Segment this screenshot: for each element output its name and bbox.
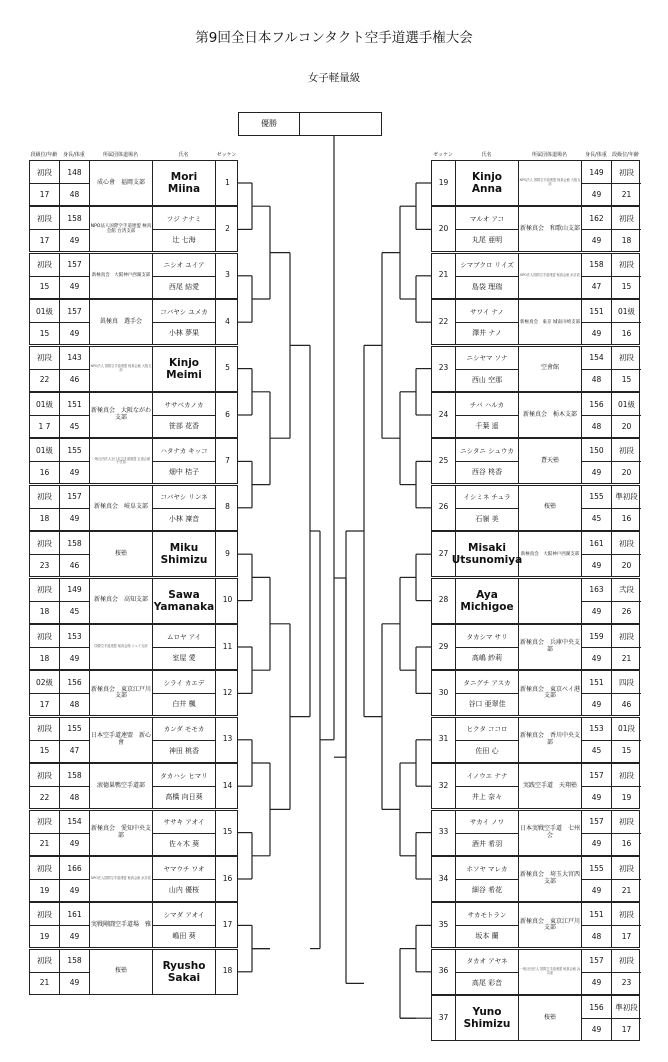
affiliation-text: 新極真会 栃木支部	[522, 410, 577, 418]
name-kanji: 井上 奈々	[471, 793, 503, 802]
age-value: 21	[621, 189, 632, 199]
rank-value: 初段	[30, 207, 59, 230]
name-kana: サカイ ノワ	[456, 811, 518, 834]
age-value: 15	[39, 282, 50, 292]
affiliation-text: 眞極真 選手会	[99, 317, 142, 325]
zekken-number: 32	[438, 780, 449, 790]
rank-value: 初段	[612, 207, 641, 230]
affiliation-text: 日本空手道連盟 新心會	[90, 731, 151, 746]
rank-value: 初段	[612, 254, 641, 277]
zekken-number: 18	[222, 966, 233, 976]
age-value: 46	[621, 699, 632, 709]
name-kanji: 佐田 心	[475, 746, 499, 755]
height-value: 158	[582, 254, 611, 277]
competitor-name: Misaki Utsunomiya	[451, 542, 523, 567]
height-value: 157	[582, 764, 611, 787]
rank-value: 02級	[30, 671, 59, 694]
height-value: 148	[60, 161, 89, 184]
zekken-number: 1	[225, 177, 230, 187]
name-kana: タカオ アヤネ	[456, 950, 518, 973]
zekken-number: 35	[438, 920, 449, 930]
header-height-weight: 身長/体重	[63, 152, 85, 158]
rank-value: 初段	[612, 811, 641, 834]
age-value: 18	[39, 653, 50, 663]
name-kana: サカモトラン	[456, 903, 518, 926]
height-value: 155	[60, 439, 89, 462]
weight-value: 49	[69, 282, 80, 292]
zekken-number: 10	[222, 595, 233, 605]
name-kana: イシミネ チュラ	[456, 486, 518, 509]
affiliation-text: 桜塾	[543, 1013, 556, 1021]
rank-value: 01段	[612, 718, 641, 741]
height-value: 158	[60, 950, 89, 973]
zekken-number: 28	[438, 595, 449, 605]
weight-value: 45	[69, 607, 80, 617]
weight-value: 49	[69, 839, 80, 849]
rank-value: 初段	[30, 579, 59, 602]
height-value: 157	[582, 950, 611, 973]
affiliation-text: 一般社団法人 国際空手道連盟 極真会館 浜井派	[519, 967, 581, 975]
weight-value: 49	[591, 699, 602, 709]
height-value: 156	[582, 393, 611, 416]
affiliation-text: 国際空手道連盟 極真会館 ジェイ支部	[94, 644, 148, 649]
affiliation-text: 一般社団法人全日本空手道連盟 正道会館 小笠原	[91, 456, 151, 465]
zekken-number: 9	[225, 548, 230, 558]
rank-value: 初段	[612, 950, 641, 973]
height-value: 150	[582, 439, 611, 462]
affiliation-text: 実戦剛闘空手道場 雅	[90, 920, 151, 928]
age-value: 16	[621, 328, 632, 338]
weight-value: 49	[69, 235, 80, 245]
header-height-weight: 身長/体重	[585, 152, 607, 158]
weight-value: 48	[69, 792, 80, 802]
rank-value: 初段	[30, 161, 59, 184]
height-value: 149	[582, 161, 611, 184]
weight-value: 49	[591, 189, 602, 199]
weight-value: 49	[591, 560, 602, 570]
winner-label: 優勝	[239, 113, 300, 135]
affiliation-text: 新極真会 大阪神戸西湖支部	[91, 273, 151, 279]
competitor-name: Kinjo Anna	[471, 170, 503, 195]
affiliation-text: 新極真会 東京江戸川支部	[519, 917, 580, 932]
zekken-number: 8	[225, 502, 230, 512]
name-kana: タニグチ アスカ	[456, 671, 518, 694]
zekken-number: 34	[438, 873, 449, 883]
name-kanji: 島袋 理瑞	[471, 282, 503, 291]
rank-value: 初段	[612, 857, 641, 880]
affiliation-text: NPO法人国際空手道連盟 極真会館 浜井派	[91, 876, 151, 881]
competitor-name: Ryusho Sakai	[162, 959, 206, 984]
name-kana: コバヤシ ユメカ	[153, 300, 215, 323]
age-value: 21	[621, 653, 632, 663]
name-kana: コバヤシ リンネ	[153, 486, 215, 509]
name-kanji: 白井 楓	[172, 700, 196, 709]
name-kanji: 谷口 亜翠佳	[468, 700, 506, 709]
height-value: 162	[582, 207, 611, 230]
header-zekken: ゼッケン	[216, 152, 237, 158]
affiliation-text: 実践空手道 天翔塾	[522, 781, 577, 789]
zekken-number: 7	[225, 456, 230, 466]
name-kanji: 山内 優桜	[168, 886, 200, 894]
name-kanji: 澤井 ナノ	[472, 329, 502, 338]
age-value: 22	[39, 375, 50, 385]
zekken-number: 31	[438, 734, 449, 744]
affiliation-text: 新極真会 東京江戸川支部	[90, 685, 151, 700]
rank-value: 初段	[30, 347, 59, 370]
name-kanji: 細谷 希花	[471, 886, 503, 894]
zekken-number: 5	[225, 363, 230, 373]
age-value: 22	[39, 792, 50, 802]
weight-value: 49	[591, 978, 602, 988]
affiliation-text: 新極真会 東京ベイ港支部	[519, 685, 580, 700]
affiliation-text: 桜塾	[543, 503, 556, 511]
height-value: 166	[60, 857, 89, 880]
affiliation-text: 新極真会 東京 城南川崎支部	[520, 319, 580, 325]
height-value: 156	[582, 996, 611, 1019]
height-value: 158	[60, 207, 89, 230]
affiliation-text: 新極真会 和歌山支部	[519, 224, 580, 232]
weight-value: 49	[69, 885, 80, 895]
name-kanji: 坂本 蘭	[475, 932, 499, 941]
name-kanji: 高尾 彩音	[471, 978, 503, 987]
rank-value: 初段	[612, 903, 641, 926]
name-kana: ムロヤ アイ	[153, 625, 215, 648]
zekken-number: 11	[222, 641, 233, 651]
name-kanji: 千葉 遥	[475, 422, 499, 430]
name-kana: タカハシ ヒマリ	[153, 764, 215, 787]
height-value: 155	[60, 718, 89, 741]
age-value: 18	[621, 235, 632, 245]
weight-value: 49	[69, 931, 80, 941]
zekken-number: 29	[438, 641, 449, 651]
header-rank-age: 段級位/年齢	[612, 152, 639, 158]
name-kana: タカシマ サリ	[456, 625, 518, 648]
affiliation-text: 滚德巢鴨空手道部	[96, 781, 145, 789]
weight-value: 49	[69, 467, 80, 477]
height-value: 161	[60, 903, 89, 926]
affiliation-text: 新極真会 大阪ながわ支部	[90, 407, 151, 421]
weight-value: 49	[69, 978, 80, 988]
affiliation-text: 新極真会 兵庫中央支部	[519, 639, 580, 653]
affiliation-text: 新極真会 高知支部	[93, 596, 148, 604]
affiliation-text: 新極真会 岐阜支部	[93, 503, 148, 511]
weight-value: 49	[591, 1024, 602, 1034]
rank-value: 01級	[612, 393, 641, 416]
zekken-number: 30	[438, 688, 449, 698]
age-value: 19	[39, 885, 50, 895]
weight-value: 48	[591, 375, 602, 385]
zekken-number: 25	[438, 456, 449, 466]
name-kana: ニシタニ シュウカ	[456, 439, 518, 462]
name-kana: ツジ ナナミ	[153, 207, 215, 230]
zekken-number: 21	[438, 270, 449, 280]
rank-value: 初段	[30, 625, 59, 648]
zekken-number: 15	[222, 827, 233, 837]
age-value: 18	[39, 607, 50, 617]
age-value: 17	[621, 931, 632, 941]
weight-value: 49	[591, 328, 602, 338]
height-value: 163	[582, 579, 611, 602]
affiliation-text: 桜塾	[114, 549, 127, 557]
affiliation-text: 蒼天塾	[540, 456, 559, 464]
age-value: 20	[621, 421, 632, 431]
competitor-name: Aya Michigoe	[460, 588, 514, 613]
rank-value: 準初段	[612, 486, 641, 509]
age-value: 17	[621, 1024, 632, 1034]
height-value: 158	[60, 532, 89, 555]
name-kana: シマブクロ リイズ	[456, 254, 518, 277]
affiliation-text: 新極真会 大阪神戸西湖支部	[520, 551, 580, 557]
rank-value: 01級	[30, 393, 59, 416]
age-value: 15	[621, 746, 632, 756]
zekken-number: 22	[438, 316, 449, 326]
age-value: 17	[39, 189, 50, 199]
name-kana: シライ カエデ	[153, 671, 215, 694]
affiliation-text: 新極真会 埼玉大宮西支部	[519, 871, 580, 885]
rank-value: 初段	[612, 347, 641, 370]
name-kana: チバ ハルカ	[456, 393, 518, 416]
rank-value: 準初段	[612, 996, 641, 1019]
zekken-number: 14	[222, 780, 233, 790]
name-kanji: 佐々木 葵	[168, 839, 200, 848]
weight-value: 45	[591, 514, 602, 524]
affiliation-text: 新極真会 愛知中央支部	[90, 824, 151, 839]
height-value: 158	[60, 764, 89, 787]
age-value: 15	[39, 746, 50, 756]
competitor-name: Yuno Shimizu	[463, 1006, 511, 1031]
rank-value: 初段	[612, 625, 641, 648]
zekken-number: 16	[222, 873, 233, 883]
name-kana: ヒクタ ココロ	[456, 718, 518, 741]
name-kanji: 辻 七海	[172, 236, 196, 245]
age-value: 16	[621, 839, 632, 849]
height-value: 157	[60, 486, 89, 509]
name-kana: ニシオ ユイア	[153, 254, 215, 277]
name-kana: ニシヤマ ソナ	[456, 347, 518, 370]
age-value: 1 7	[38, 421, 51, 431]
name-kanji: 西尾 結愛	[168, 282, 200, 291]
rank-value: 初段	[612, 532, 641, 555]
age-value: 23	[621, 978, 632, 988]
height-value: 157	[60, 300, 89, 323]
weight-value: 46	[69, 375, 80, 385]
header-zekken: ゼッケン	[433, 152, 453, 158]
age-value: 26	[621, 607, 632, 617]
rank-value: 初段	[30, 903, 59, 926]
weight-value: 49	[69, 514, 80, 524]
height-value: 155	[582, 857, 611, 880]
height-value: 143	[60, 347, 89, 370]
weight-value: 48	[591, 931, 602, 941]
competitor-name: Miku Shimizu	[160, 542, 208, 567]
zekken-number: 20	[438, 224, 449, 234]
tournament-title: 第9回全日本フルコンタクト空手道選手権大会	[195, 30, 473, 46]
name-kana: ヤマウチ ワオ	[153, 857, 215, 880]
weight-value: 46	[69, 560, 80, 570]
age-value: 21	[39, 839, 50, 849]
age-value: 16	[39, 467, 50, 477]
name-kanji: 小林 凜音	[168, 514, 200, 523]
zekken-number: 17	[222, 920, 233, 930]
name-kanji: 高橋 向日葵	[165, 793, 203, 802]
height-value: 156	[60, 671, 89, 694]
name-kana: マルオ アコ	[456, 207, 518, 230]
name-kanji: 神田 桃香	[168, 746, 200, 755]
name-kana: ホソヤ マレカ	[456, 857, 518, 880]
name-kanji: 室屋 愛	[172, 654, 196, 662]
name-kana: ササベカノカ	[153, 393, 215, 416]
affiliation-text: 新極真会 香川中央支部	[519, 731, 580, 746]
weight-value: 49	[591, 839, 602, 849]
age-value: 21	[39, 978, 50, 988]
zekken-number: 6	[225, 409, 230, 419]
rank-value: 01級	[30, 439, 59, 462]
age-value: 15	[621, 375, 632, 385]
name-kana: イノウエ ナナ	[456, 764, 518, 787]
weight-value: 48	[69, 189, 80, 199]
rank-value: 初段	[30, 950, 59, 973]
name-kana: カンダ モモカ	[153, 718, 215, 741]
height-value: 155	[582, 486, 611, 509]
weight-value: 49	[69, 328, 80, 338]
header-affiliation: 所属団体道場名	[102, 152, 138, 158]
header-name: 氏名	[481, 152, 492, 158]
rank-value: 初段	[30, 764, 59, 787]
name-kanji: 石嶺 美	[475, 514, 499, 523]
weight-value: 49	[69, 653, 80, 663]
rank-value: 初段	[612, 161, 641, 184]
age-value: 17	[39, 235, 50, 245]
zekken-number: 2	[225, 224, 230, 234]
affiliation-text: 成心會 福岡支部	[96, 178, 145, 186]
weight-value: 49	[591, 653, 602, 663]
height-value: 154	[582, 347, 611, 370]
name-kanji: 丸尾 亜明	[471, 236, 503, 245]
zekken-number: 4	[225, 316, 230, 326]
rank-value: 初段	[30, 486, 59, 509]
affiliation-text: 空會館	[540, 364, 559, 372]
weight-value: 49	[591, 467, 602, 477]
height-value: 161	[582, 532, 611, 555]
zekken-number: 13	[222, 734, 233, 744]
rank-value: 四段	[612, 671, 641, 694]
competitor-name: Kinjo Meimi	[166, 356, 202, 381]
affiliation-text: NPO法人国際空手道連盟 極真会館 浜井派	[520, 272, 580, 277]
age-value: 20	[621, 467, 632, 477]
height-value: 149	[60, 579, 89, 602]
zekken-number: 3	[225, 270, 230, 280]
name-kanji: 西谷 柊香	[471, 468, 503, 477]
height-value: 153	[60, 625, 89, 648]
height-value: 151	[582, 671, 611, 694]
name-kanji: 笹部 花香	[168, 422, 200, 430]
height-value: 154	[60, 811, 89, 834]
zekken-number: 36	[438, 966, 449, 976]
name-kanji: 嶋田 葵	[172, 932, 196, 941]
header-rank-age: 段級位/年齢	[30, 152, 58, 158]
name-kanji: 畑中 桔子	[168, 468, 200, 477]
zekken-number: 12	[222, 688, 233, 698]
zekken-number: 24	[438, 409, 449, 419]
affiliation-text: NPO法人 国際空手道連盟 極真会館 大阪支部	[90, 363, 152, 372]
zekken-number: 26	[438, 502, 449, 512]
height-value: 151	[582, 903, 611, 926]
rank-value: 初段	[612, 439, 641, 462]
rank-value: 01級	[30, 300, 59, 323]
weight-value: 49	[591, 885, 602, 895]
rank-value: 初段	[30, 532, 59, 555]
rank-value: 初段	[30, 254, 59, 277]
weight-value: 49	[591, 792, 602, 802]
header-affiliation: 所属団体道場名	[531, 152, 567, 158]
age-value: 16	[621, 514, 632, 524]
age-value: 20	[621, 560, 632, 570]
zekken-number: 27	[438, 548, 449, 558]
division-subtitle: 女子軽量級	[307, 72, 361, 84]
competitor-name: Mori Miina	[167, 170, 201, 195]
affiliation-text: NPO法人国際空手道連盟 極真会館 台湾支部	[90, 224, 152, 235]
weight-value: 47	[69, 746, 80, 756]
name-kanji: 高嶋 紗莉	[471, 654, 503, 662]
height-value: 159	[582, 625, 611, 648]
competitor-name: Sawa Yamanaka	[153, 588, 215, 613]
affiliation-text: NPO法人 国際空手道連盟 極真会館 大阪支部	[519, 178, 581, 186]
age-value: 23	[39, 560, 50, 570]
height-value: 151	[582, 300, 611, 323]
age-value: 19	[621, 792, 632, 802]
name-kanji: 酒井 希羽	[471, 839, 503, 848]
name-kanji: 西山 空那	[471, 375, 503, 384]
weight-value: 48	[69, 699, 80, 709]
name-kanji: 小林 夢果	[168, 329, 200, 338]
height-value: 157	[60, 254, 89, 277]
rank-value: 初段	[30, 857, 59, 880]
name-kana: シマダ アオイ	[153, 903, 215, 926]
weight-value: 45	[591, 746, 602, 756]
rank-value: 初段	[612, 764, 641, 787]
rank-value: 初段	[30, 811, 59, 834]
name-kana: サワイ ナノ	[456, 300, 518, 323]
header-name: 氏名	[178, 152, 189, 158]
zekken-number: 33	[438, 827, 449, 837]
age-value: 15	[39, 328, 50, 338]
weight-value: 47	[591, 282, 602, 292]
affiliation-text: 日本実戦空手道 七州会	[519, 824, 580, 839]
rank-value: 初段	[30, 718, 59, 741]
age-value: 21	[621, 885, 632, 895]
age-value: 15	[621, 282, 632, 292]
weight-value: 45	[69, 421, 80, 431]
weight-value: 49	[591, 607, 602, 617]
rank-value: 01級	[612, 300, 641, 323]
age-value: 17	[39, 699, 50, 709]
age-value: 19	[39, 931, 50, 941]
name-kana: ササキ アオイ	[153, 811, 215, 834]
weight-value: 48	[591, 421, 602, 431]
rank-value: 弐段	[612, 579, 641, 602]
height-value: 153	[582, 718, 611, 741]
weight-value: 49	[591, 235, 602, 245]
zekken-number: 19	[438, 177, 449, 187]
height-value: 157	[582, 811, 611, 834]
age-value: 18	[39, 514, 50, 524]
height-value: 151	[60, 393, 89, 416]
affiliation-text: 桜塾	[114, 967, 127, 975]
name-kana: ハタナカ キッコ	[153, 439, 215, 462]
zekken-number: 23	[438, 363, 449, 373]
zekken-number: 37	[438, 1012, 449, 1022]
